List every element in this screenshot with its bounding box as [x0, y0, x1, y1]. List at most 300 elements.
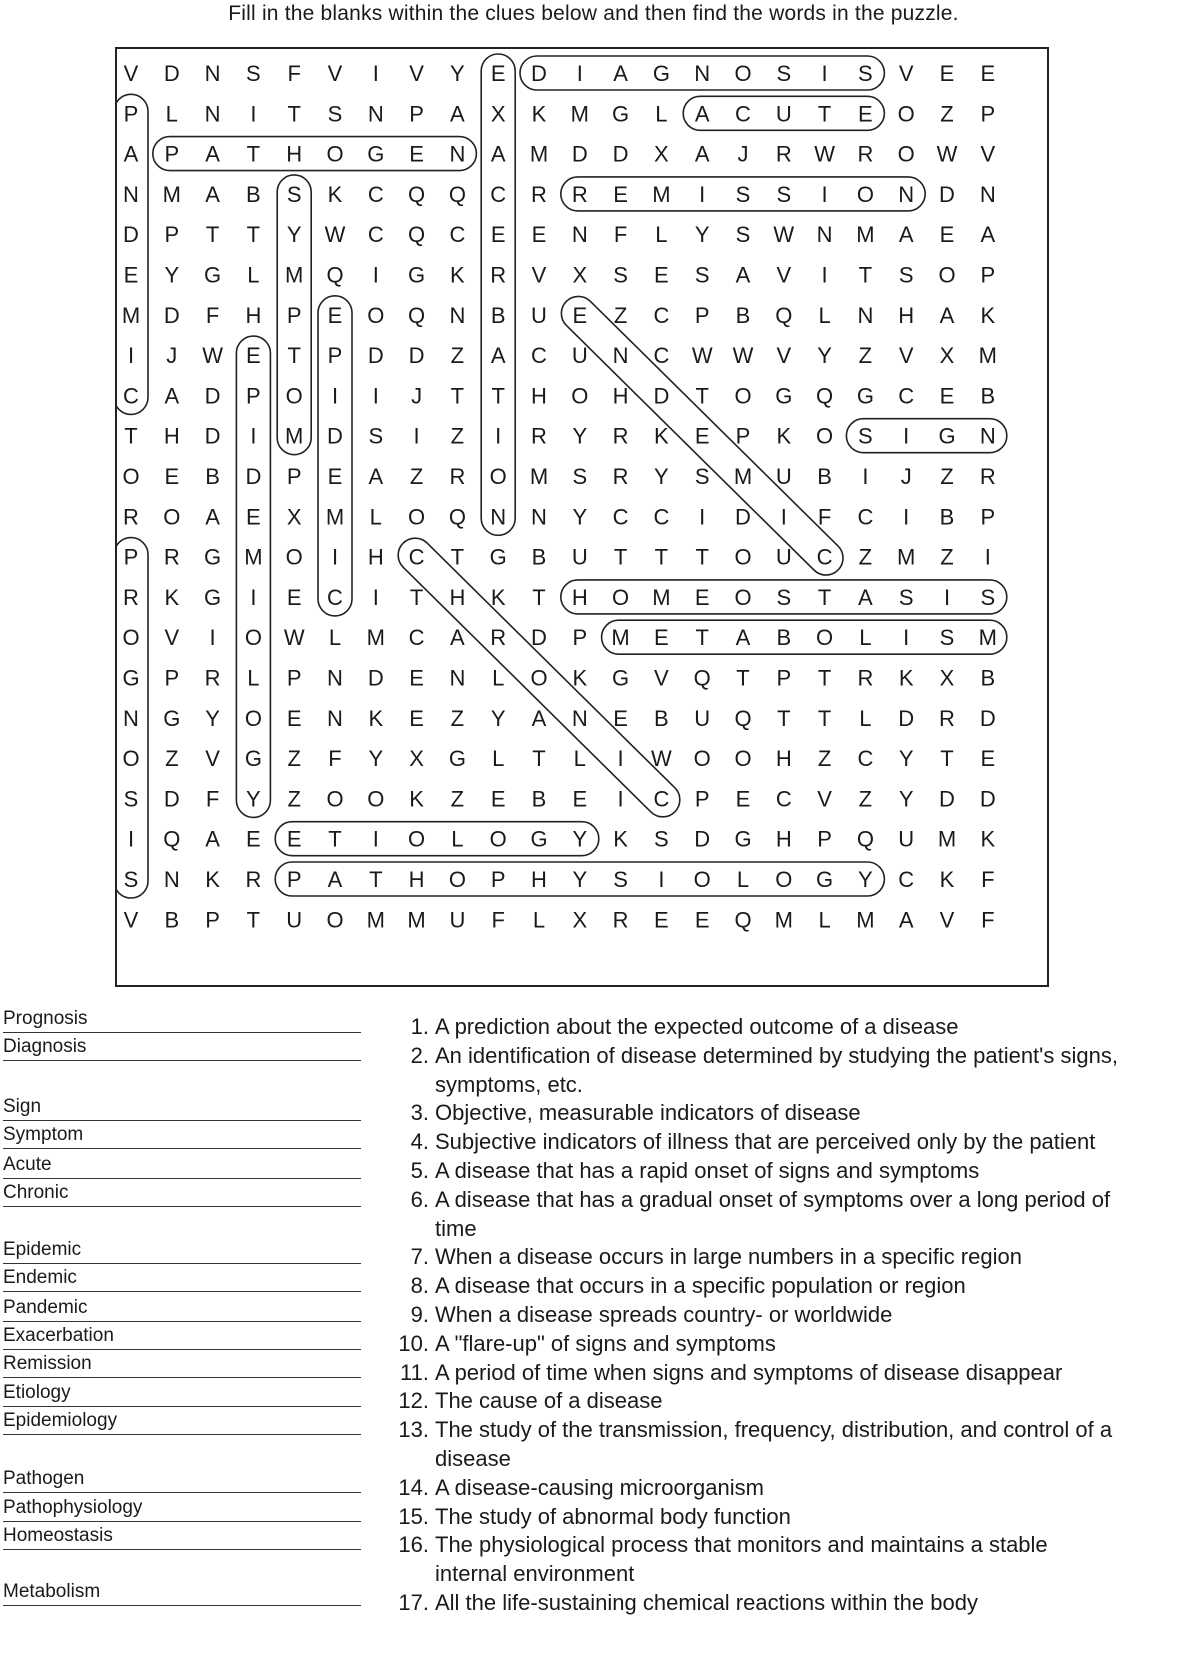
grid-letter: K — [939, 867, 955, 892]
clue-number: 17. — [398, 1590, 429, 1615]
grid-letter: I — [495, 423, 502, 449]
grid-letter: T — [328, 826, 342, 852]
word-bank-entry: Exacerbation — [3, 1325, 361, 1350]
grid-letter: S — [368, 423, 384, 449]
clue-number: 11. — [400, 1359, 429, 1385]
grid-letter: Y — [694, 222, 710, 248]
grid-letter: M — [121, 302, 141, 328]
grid-letter: P — [327, 343, 343, 369]
grid-letter: A — [735, 625, 751, 651]
grid-letter: Q — [775, 302, 793, 328]
grid-letter: V — [898, 61, 914, 86]
grid-letter: V — [531, 262, 547, 288]
grid-letter: I — [576, 61, 583, 86]
grid-letter: N — [449, 141, 466, 167]
grid-letter: O — [571, 383, 589, 409]
grid-letter: K — [164, 584, 180, 610]
grid-letter: Q — [734, 705, 752, 731]
grid-letter: V — [654, 665, 669, 691]
grid-letter: G — [652, 61, 670, 86]
grid-letter: J — [411, 383, 423, 409]
grid-letter: E — [694, 907, 710, 933]
grid-letter: C — [653, 302, 670, 328]
grid-letter: N — [123, 705, 139, 731]
grid-letter: M — [652, 584, 671, 610]
grid-letter: N — [816, 222, 833, 248]
grid-letter: D — [327, 423, 343, 449]
grid-letter: N — [612, 343, 629, 369]
grid-letter: O — [612, 584, 630, 610]
grid-letter: G — [204, 584, 222, 610]
grid-letter: Z — [450, 786, 465, 812]
grid-letter: O — [856, 181, 874, 207]
grid-letter: C — [898, 867, 915, 892]
grid-letter: V — [898, 343, 914, 369]
grid-letter: E — [980, 61, 996, 86]
grid-letter: R — [612, 464, 629, 489]
grid-letter: T — [532, 584, 546, 610]
grid-letter: V — [164, 625, 180, 651]
grid-letter: U — [286, 907, 303, 933]
grid-letter: H — [449, 584, 466, 610]
grid-letter: N — [979, 181, 996, 207]
grid-letter: G — [408, 262, 426, 288]
clue-text: A disease that has a rapid onset of signs and symptoms — [435, 1158, 980, 1183]
grid-letter: A — [898, 907, 914, 933]
grid-letter: E — [654, 625, 669, 651]
grid-letter: D — [163, 302, 180, 328]
grid-letter: T — [369, 867, 383, 892]
grid-letter: E — [286, 584, 302, 610]
grid-letter: A — [368, 464, 384, 489]
grid-letter: F — [817, 504, 832, 530]
grid-letter: L — [165, 101, 178, 127]
grid-letter: G — [204, 544, 222, 570]
grid-letter: A — [205, 826, 220, 852]
grid-letter: Q — [734, 907, 752, 933]
grid-letter: F — [287, 61, 301, 86]
grid-letter: I — [821, 61, 828, 86]
grid-letter: E — [694, 423, 710, 449]
grid-letter: E — [164, 464, 180, 489]
grid-letter: R — [979, 464, 996, 489]
grid-letter: P — [286, 867, 302, 892]
grid-letter: O — [285, 383, 303, 409]
grid-letter: P — [817, 826, 832, 852]
grid-letter: L — [859, 625, 872, 651]
word-bank-entry: Pathogen — [3, 1468, 361, 1493]
grid-letter: I — [658, 867, 665, 892]
grid-letter: C — [123, 383, 139, 409]
grid-letter: E — [980, 746, 996, 772]
grid-letter: O — [693, 867, 711, 892]
grid-letter: A — [531, 705, 547, 731]
grid-letter: S — [776, 61, 792, 86]
grid-letter: M — [774, 907, 793, 933]
answer-loop-pathogen — [153, 137, 477, 171]
grid-letter: F — [328, 746, 342, 772]
grid-letter: K — [613, 826, 628, 852]
grid-letter: T — [817, 705, 832, 731]
grid-letter: Z — [613, 302, 628, 328]
grid-letter: C — [653, 786, 670, 812]
clue-number: 9. — [410, 1302, 429, 1327]
grid-letter: O — [448, 867, 466, 892]
grid-letter: L — [247, 665, 260, 691]
grid-letter: S — [858, 423, 873, 449]
grid-letter: D — [612, 141, 629, 167]
grid-letter: Z — [858, 343, 873, 369]
grid-letter: C — [327, 584, 343, 610]
grid-letter: O — [326, 786, 344, 812]
clue-text: The study of the transmission, frequency, distribution, and control of a — [435, 1417, 1113, 1443]
grid-letter: P — [735, 423, 751, 449]
grid-letter: M — [285, 262, 304, 288]
grid-letter: K — [450, 262, 465, 288]
grid-letter: E — [409, 141, 424, 167]
grid-letter: P — [246, 383, 261, 409]
grid-letter: A — [450, 101, 465, 127]
grid-letter: C — [898, 383, 915, 409]
grid-letter: M — [407, 907, 426, 933]
grid-letter: Q — [326, 262, 344, 288]
grid-letter: R — [571, 181, 588, 207]
grid-letter: C — [367, 222, 384, 248]
grid-letter: S — [694, 464, 710, 489]
grid-letter: I — [413, 423, 420, 449]
grid-letter: V — [327, 61, 343, 86]
grid-letter: H — [245, 302, 262, 328]
grid-letter: I — [617, 746, 624, 772]
grid-letter: D — [408, 343, 425, 369]
grid-letter: T — [205, 222, 220, 248]
grid-letter: T — [124, 423, 138, 449]
grid-letter: P — [980, 101, 996, 127]
grid-letter: R — [490, 262, 507, 288]
grid-letter: T — [736, 665, 750, 691]
grid-letter: A — [735, 262, 751, 288]
grid-letter: A — [164, 383, 180, 409]
grid-letter: T — [695, 544, 709, 570]
grid-letter: E — [654, 907, 669, 933]
grid-letter: T — [817, 101, 832, 127]
grid-letter: M — [529, 141, 549, 167]
grid-letter: B — [531, 544, 547, 570]
grid-letter: P — [286, 665, 302, 691]
grid-letter: O — [734, 746, 752, 772]
grid-letter: T — [409, 584, 424, 610]
clue-text: An identification of disease determined by studying the patient's signs, — [435, 1042, 1118, 1068]
grid-letter: E — [409, 705, 424, 731]
grid-letter: S — [858, 61, 873, 86]
grid-letter: O — [734, 544, 752, 570]
clue-text-continued: internal environment — [435, 1561, 635, 1587]
grid-letter: C — [449, 222, 466, 248]
grid-letter: H — [408, 867, 425, 892]
grid-letter: O — [734, 383, 752, 409]
grid-letter: R — [123, 584, 139, 610]
grid-letter: D — [204, 383, 221, 409]
grid-letter: I — [250, 423, 257, 449]
clue-number: 2. — [410, 1042, 429, 1068]
grid-letter: E — [613, 181, 628, 207]
grid-letter: G — [612, 101, 630, 127]
grid-letter: W — [773, 222, 795, 248]
grid-letter: D — [123, 222, 139, 248]
grid-letter: J — [166, 343, 178, 369]
grid-letter: E — [286, 705, 302, 731]
grid-letter: A — [694, 141, 710, 167]
grid-letter: S — [776, 584, 792, 610]
grid-letter: D — [367, 665, 384, 691]
answer-loop-etiology — [275, 822, 599, 856]
grid-letter: N — [449, 302, 466, 328]
grid-letter: P — [123, 101, 139, 127]
clue-text: A period of time when signs and symptoms of disease disappear — [435, 1359, 1063, 1385]
grid-letter: E — [490, 61, 506, 86]
grid-letter: A — [450, 625, 465, 651]
grid-letter: H — [531, 383, 547, 409]
grid-letter: L — [818, 907, 831, 933]
grid-letter: I — [699, 181, 706, 207]
grid-letter: R — [531, 423, 547, 449]
grid-letter: B — [490, 302, 506, 328]
grid-letter: O — [367, 786, 385, 812]
grid-letter: N — [490, 504, 507, 530]
grid-letter: U — [775, 101, 792, 127]
grid-letter: R — [612, 907, 629, 933]
grid-letter: A — [205, 141, 220, 167]
grid-letter: L — [369, 504, 382, 530]
grid-letter: E — [246, 826, 261, 852]
grid-letter: S — [735, 222, 751, 248]
grid-letter: A — [858, 584, 873, 610]
grid-letter: Z — [287, 746, 301, 772]
grid-letter: T — [532, 746, 546, 772]
grid-letter: X — [409, 746, 424, 772]
grid-letter: E — [409, 665, 424, 691]
grid-letter: N — [163, 867, 180, 892]
grid-letter: N — [123, 181, 139, 207]
grid-letter: O — [122, 464, 140, 489]
grid-letter: E — [490, 786, 506, 812]
clue-number: 14. — [398, 1474, 429, 1500]
grid-letter: A — [327, 867, 343, 892]
letter-grid — [122, 61, 997, 932]
grid-letter: I — [127, 826, 135, 852]
grid-letter: L — [492, 746, 505, 772]
grid-letter: I — [862, 464, 869, 489]
grid-letter: E — [327, 302, 343, 328]
grid-letter: I — [331, 383, 339, 409]
grid-letter: M — [529, 464, 549, 489]
grid-letter: C — [612, 504, 629, 530]
word-search-puzzle — [115, 47, 1049, 987]
grid-letter: C — [653, 504, 670, 530]
grid-letter: L — [247, 262, 260, 288]
grid-letter: V — [817, 786, 832, 812]
grid-letter: X — [572, 262, 588, 288]
grid-letter: M — [366, 907, 385, 933]
grid-letter: T — [817, 584, 832, 610]
grid-letter: H — [571, 584, 588, 610]
grid-letter: O — [244, 705, 262, 731]
grid-letter: P — [694, 302, 710, 328]
grid-letter: V — [980, 141, 996, 167]
grid-letter: D — [163, 61, 180, 86]
grid-letter: S — [654, 826, 669, 852]
grid-letter: E — [286, 826, 302, 852]
grid-letter: H — [286, 141, 303, 167]
grid-letter: E — [939, 383, 955, 409]
grid-letter: E — [531, 222, 547, 248]
grid-letter: M — [897, 544, 916, 570]
grid-letter: O — [734, 61, 752, 86]
clue-text: All the life-sustaining chemical reactions within the body — [435, 1590, 978, 1615]
grid-letter: P — [490, 867, 506, 892]
grid-letter: E — [735, 786, 751, 812]
grid-letter: A — [205, 504, 220, 530]
grid-letter: G — [489, 544, 507, 570]
grid-letter: Q — [408, 302, 426, 328]
grid-letter: B — [980, 383, 996, 409]
grid-letter: Y — [572, 826, 588, 852]
grid-letter: U — [531, 302, 547, 328]
grid-letter: D — [979, 786, 996, 812]
grid-letter: P — [776, 665, 792, 691]
grid-letter: C — [735, 101, 751, 127]
clue-text: A disease that has a gradual onset of symptoms over a long period of — [435, 1186, 1111, 1212]
grid-letter: S — [980, 584, 996, 610]
word-bank-entry: Remission — [3, 1353, 361, 1378]
grid-letter: G — [530, 826, 548, 852]
clue-number: 12. — [398, 1388, 429, 1414]
grid-letter: N — [327, 665, 343, 691]
grid-letter: E — [327, 464, 343, 489]
grid-letter: E — [939, 61, 955, 86]
grid-letter: B — [205, 464, 220, 489]
grid-letter: A — [205, 181, 220, 207]
grid-letter: O — [938, 262, 956, 288]
grid-letter: W — [814, 141, 835, 167]
grid-letter: T — [246, 222, 261, 248]
grid-letter: D — [735, 504, 751, 530]
grid-letter: G — [448, 746, 466, 772]
grid-letter: Y — [572, 867, 588, 892]
grid-letter: I — [903, 423, 910, 449]
grid-letter: V — [409, 61, 424, 86]
word-bank-entry: Diagnosis — [3, 1036, 361, 1061]
grid-letter: T — [491, 383, 505, 409]
grid-letter: O — [734, 584, 752, 610]
grid-letter: X — [939, 665, 955, 691]
clue-number: 16. — [398, 1532, 429, 1558]
grid-letter: F — [205, 302, 220, 328]
grid-letter: R — [939, 705, 955, 731]
grid-letter: O — [326, 141, 344, 167]
grid-letter: S — [572, 464, 588, 489]
word-bank-entry: Acute — [3, 1154, 361, 1179]
grid-letter: K — [654, 423, 669, 449]
clue-number: 7. — [410, 1244, 429, 1270]
grid-letter: H — [898, 302, 915, 328]
word-bank-entry: Pathophysiology — [3, 1497, 361, 1522]
grid-letter: S — [613, 262, 628, 288]
grid-letter: C — [531, 343, 547, 369]
clue-number: 15. — [398, 1503, 429, 1529]
grid-letter: N — [327, 705, 343, 731]
grid-letter: K — [531, 101, 547, 127]
grid-letter: P — [164, 222, 180, 248]
grid-letter: R — [163, 544, 180, 570]
grid-letter: I — [699, 504, 706, 530]
grid-letter: L — [573, 746, 586, 772]
grid-letter: Q — [816, 383, 834, 409]
grid-letter: L — [328, 625, 342, 651]
grid-letter: I — [780, 504, 787, 530]
grid-letter: T — [695, 383, 709, 409]
grid-letter: Q — [448, 504, 466, 530]
grid-letter: S — [286, 181, 302, 207]
clue-text: When a disease spreads country- or worldwide — [435, 1302, 893, 1327]
grid-letter: O — [897, 101, 915, 127]
clue-text-continued: time — [435, 1215, 477, 1241]
word-bank-entry: Endemic — [3, 1267, 361, 1292]
grid-letter: O — [775, 867, 793, 892]
grid-letter: K — [409, 786, 424, 812]
grid-letter: I — [984, 544, 991, 570]
grid-letter: N — [979, 423, 996, 449]
grid-letter: O — [489, 826, 507, 852]
grid-letter: I — [250, 101, 257, 127]
grid-letter: I — [372, 826, 379, 852]
grid-letter: N — [204, 101, 221, 127]
grid-letter: Y — [572, 504, 588, 530]
grid-letter: D — [694, 826, 711, 852]
grid-letter: P — [980, 504, 996, 530]
grid-letter: G — [612, 665, 630, 691]
grid-letter: I — [372, 383, 379, 409]
grid-letter: T — [858, 262, 873, 288]
grid-letter: G — [938, 423, 956, 449]
grid-letter: Z — [817, 746, 832, 772]
grid-letter: N — [449, 665, 466, 691]
clue-number: 1. — [410, 1014, 429, 1039]
word-bank-entry: Prognosis — [3, 1008, 361, 1033]
grid-letter: T — [654, 544, 669, 570]
grid-letter: F — [491, 907, 505, 933]
grid-letter: B — [939, 504, 955, 530]
grid-letter: I — [250, 584, 257, 610]
instructions: Fill in the blanks within the clues below and then find the words in the puzzle. — [228, 2, 959, 25]
grid-letter: L — [859, 705, 872, 731]
grid-letter: G — [816, 867, 834, 892]
grid-letter: C — [490, 181, 507, 207]
grid-letter: D — [979, 705, 996, 731]
grid-letter: V — [205, 746, 220, 772]
grid-letter: A — [123, 141, 139, 167]
grid-letter: F — [981, 867, 995, 892]
clue-text: Subjective indicators of illness that are perceived only by the patient — [435, 1129, 1096, 1155]
grid-letter: U — [775, 464, 792, 489]
grid-letter: T — [940, 746, 954, 772]
grid-letter: Z — [287, 786, 301, 812]
grid-letter: V — [939, 907, 955, 933]
grid-letter: I — [331, 544, 339, 570]
grid-letter: S — [246, 61, 261, 86]
grid-letter: B — [735, 302, 751, 328]
clue-number: 13. — [398, 1417, 429, 1443]
